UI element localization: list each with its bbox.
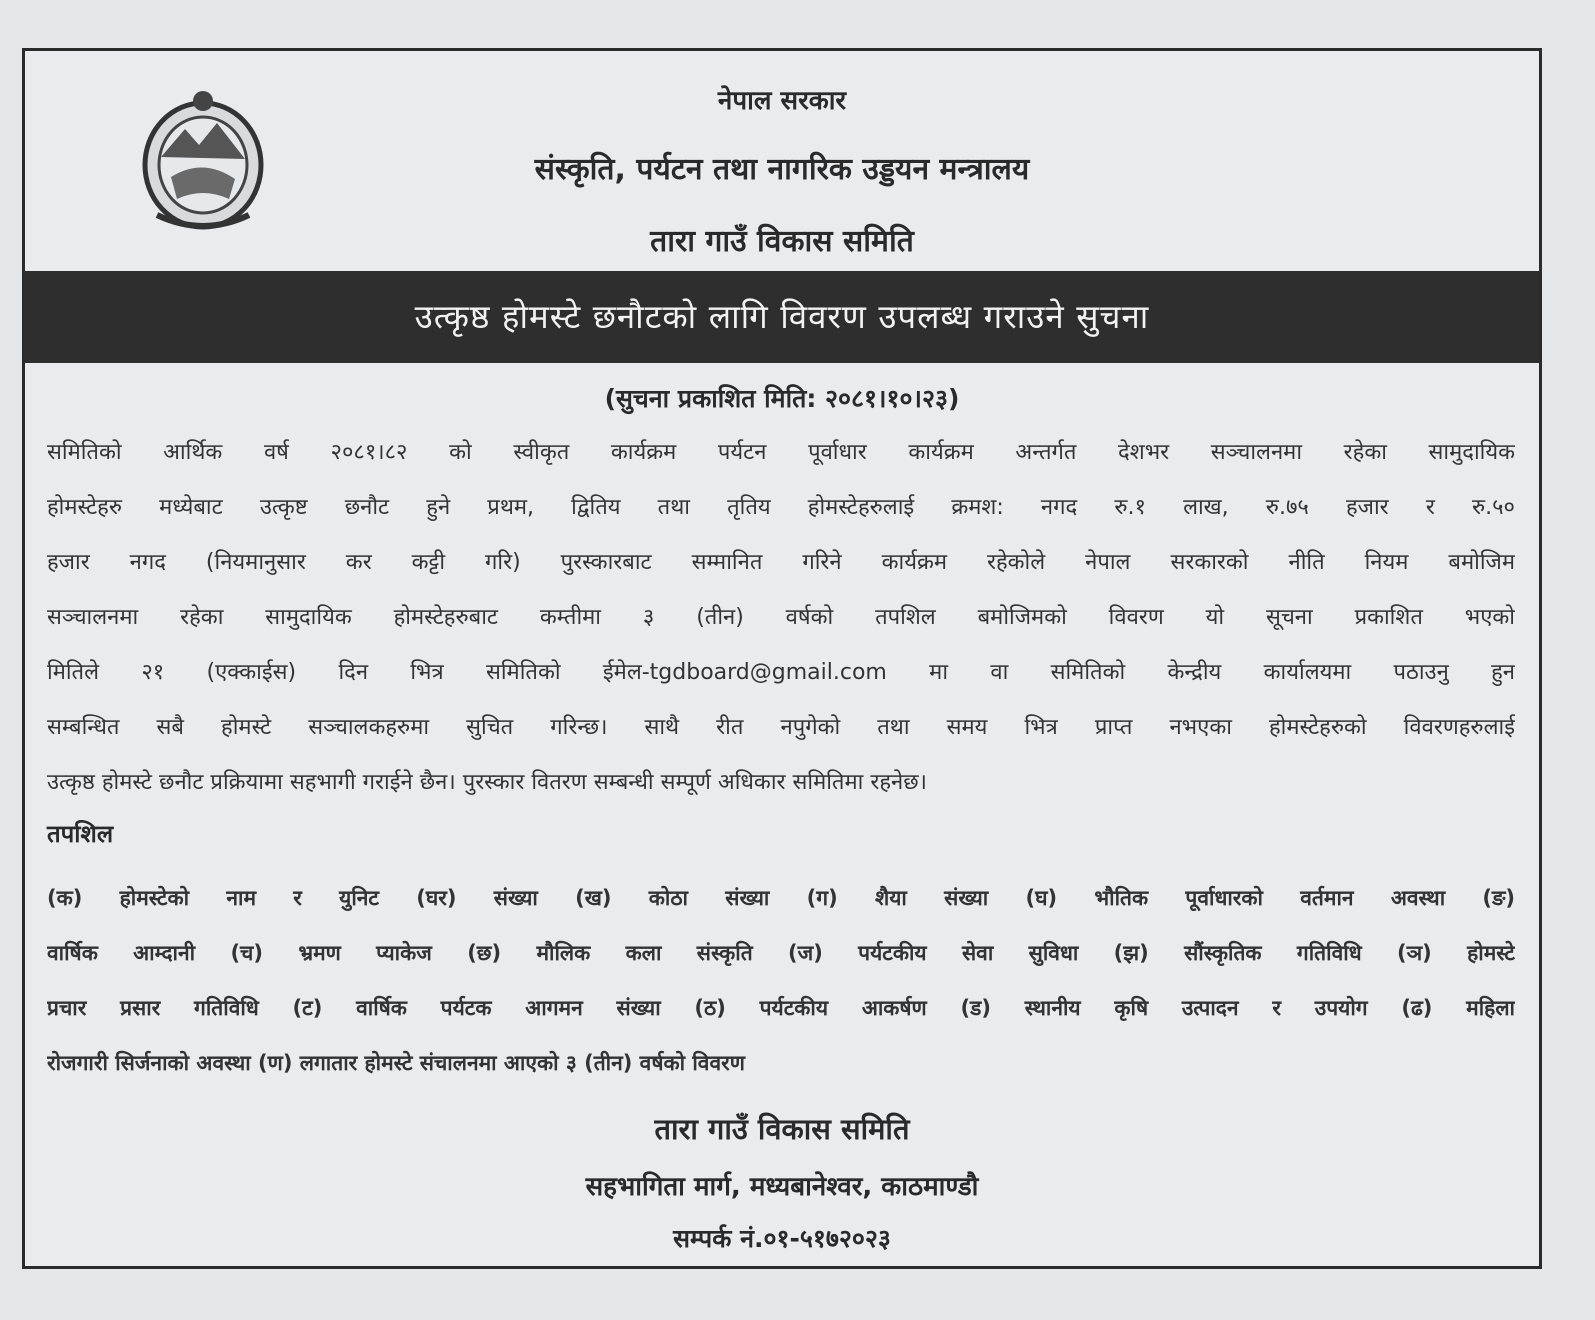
schedule-list [47,871,1515,1091]
schedule-line: वार्षिक आम्दानी (च) भ्रमण प्याकेज (छ) मौलिक कला संस्कृति (ज) पर्यटकीय सेवा सुविधा (झ) सौंस्कृतिक गतिविधि (ञ) होमस्टे [47,941,1515,965]
notice [22,48,1542,1269]
government-heading: नेपाल सरकार [717,86,847,116]
schedule-heading: तपशिल [47,820,114,848]
body-line: मितिले २१ (एक्काईस) दिन भित्र समितिको ईमेल-tgdboard@gmail.com मा वा समितिको केन्द्रीय कार्यालयमा पठाउनु हुन [47,660,1515,685]
body-line: समितिको आर्थिक वर्ष २०८१।८२ को स्वीकृत कार्यक्रम पर्यटन पूर्वाधार कार्यक्रम अन्तर्गत देशभर सञ्चालनमा रहेका सामुदायिक [47,440,1515,465]
published-date: (सुचना प्रकाशित मिति: २०८१।१०।२३) [604,384,960,413]
footer-contact: सम्पर्क नं.०१-५१७२०२३ [673,1224,891,1253]
footer-name: तारा गाउँ विकास समिति [654,1112,910,1146]
notice-title: उत्कृष्ठ होमस्टे छनौटको लागि विवरण उपलब्ध गराउने सुचना [25,271,1539,363]
notice-body [47,425,1515,810]
body-line: सम्बन्धित सबै होमस्टे सञ्चालकहरुमा सुचित गरिन्छ। साथै रीत नपुगेको तथा समय भित्र प्राप्त नभएका होमस्टेहरुको विवरणहरुलाई [47,715,1515,740]
body-line: सञ्चालनमा रहेका सामुदायिक होमस्टेहरुबाट कम्तीमा ३ (तीन) वर्षको तपशिल बमोजिमको विवरण यो सूचना प्रकाशित भएको [47,605,1515,630]
board-heading: तारा गाउँ विकास समिति [650,224,914,259]
body-line: हजार नगद (नियमानुसार कर कट्टी गरि) पुरस्कारबाट सम्मानित गरिने कार्यक्रम रहेकोले नेपाल सरकारको नीति नियम बमोजिम [47,550,1515,575]
schedule-line: (क) होमस्टेको नाम र युनिट (घर) संख्या (ख) कोठा संख्या (ग) शैया संख्या (घ) भौतिक पूर्वाधारको वर्तमान अवस्था (ङ) [47,886,1515,910]
footer-address: सहभागिता मार्ग, मध्यबानेश्वर, काठमाण्डौ [585,1172,979,1202]
schedule-line: रोजगारी सिर्जनाको अवस्था (ण) लगातार होमस्टे संचालनमा आएको ३ (तीन) वर्षको विवरण [47,1051,745,1075]
ministry-heading: संस्कृति, पर्यटन तथा नागरिक उड्डयन मन्त्रालय [534,152,1030,187]
body-line: उत्कृष्ठ होमस्टे छनौट प्रक्रियामा सहभागी गराईने छैन। पुरस्कार वितरण सम्बन्धी सम्पूर्ण अधिकार समितिमा रहनेछ। [47,770,927,795]
schedule-line: प्रचार प्रसार गतिविधि (ट) वार्षिक पर्यटक आगमन संख्या (ठ) पर्यटकीय आकर्षण (ड) स्थानीय कृषि उत्पादन र उपयोग (ढ) महिला [47,996,1515,1020]
body-line: होमस्टेहरु मध्येबाट उत्कृष्ट छनौट हुने प्रथम, द्वितिय तथा तृतिय होमस्टेहरुलाई क्रमश: नगद रु.१ लाख, रु.७५ हजार र रु.५० [47,495,1515,520]
